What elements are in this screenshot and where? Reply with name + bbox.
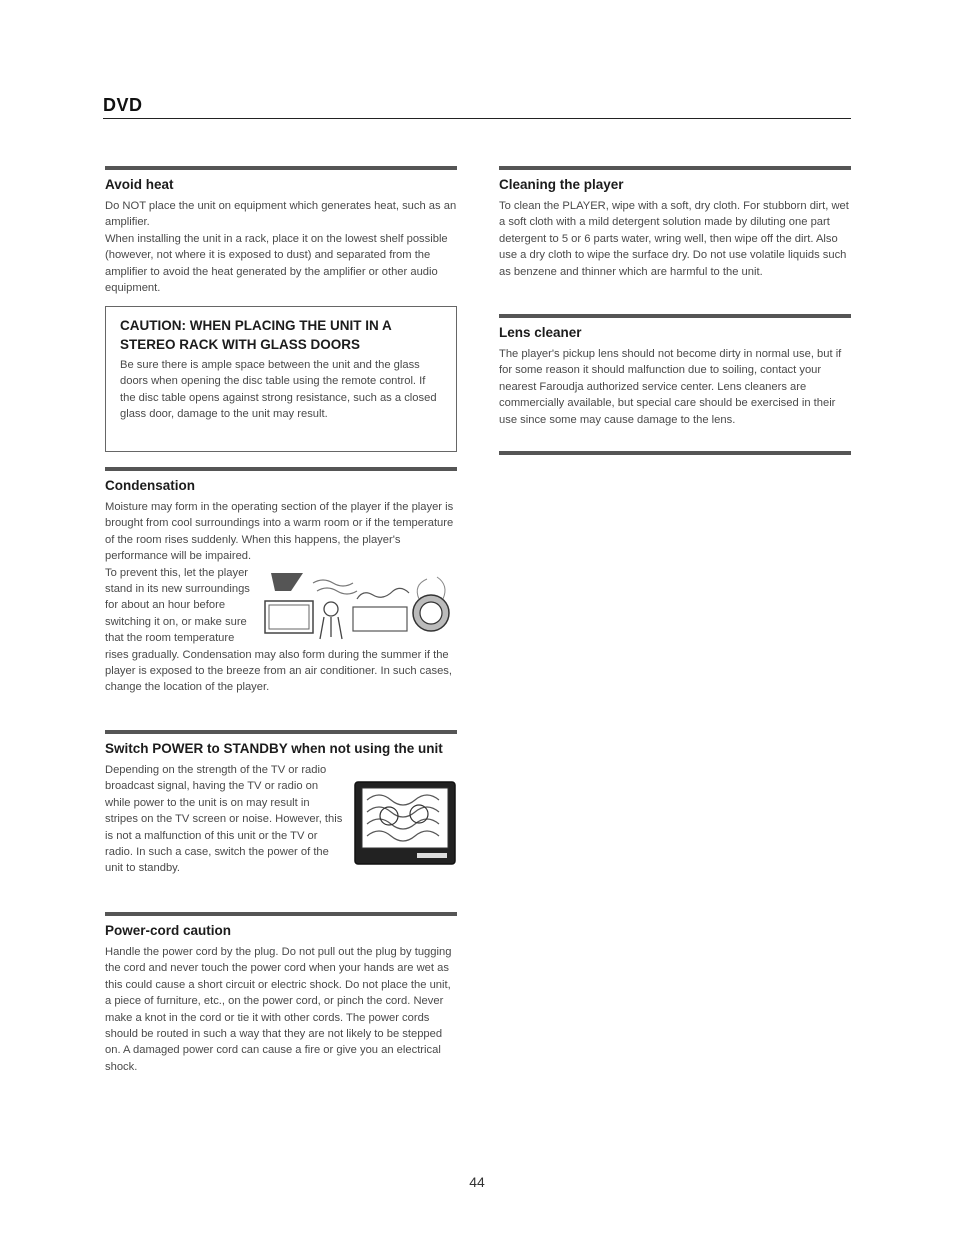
section-body: The player's pickup lens should not become dirty in normal use, but if for some reason it should malfunction due to soiling, contact your nearest Faroudja authorized service center. Lens cleaners are commercially available, but special care should be exercised in their use since some may cause damage to the lens. [499, 348, 842, 426]
section-divider [105, 912, 457, 916]
section-body: Handle the power cord by the plug. Do not pull out the plug by tugging the cord and never touch the power cord when your hands are wet as this could cause a short circuit or electric shock. Do not place the unit, a piece of furniture, etc., on the power cord, or pinch the cord. Never make a knot in the cord or tie it with other cords. The power cords should be routed in such a way that they are not likely to be stepped on. A damaged power cord can cause a fire or give you an electrical shock. [105, 946, 452, 1073]
section-title: Lens cleaner [499, 325, 582, 340]
header-rule [103, 118, 851, 119]
section-body: Moisture may form in the operating section of the player if the player is brought from cool surroundings into a warm room or if the temperature of the room rises suddenly. When this happens, the player's performance will be impaired. [105, 501, 454, 563]
section-title: Power-cord caution [105, 923, 232, 938]
caution-box [105, 306, 457, 452]
section-title: Avoid heat [105, 177, 174, 192]
section-body: When installing the unit in a rack, place it on the lowest shelf possible (however, not where it is exposed to dust) and separated from the amplifier to avoid the heat generated by the amplifier or other audio equipment. [105, 232, 448, 295]
section-standby [105, 730, 457, 877]
section-divider [105, 730, 457, 734]
page-number: 44 [469, 1174, 485, 1190]
page-header-title: DVD [103, 95, 143, 115]
section-divider [499, 314, 851, 318]
section-title: Switch POWER to STANDBY when not using the unit [105, 741, 443, 756]
section-divider [499, 166, 851, 170]
section-body: Depending on the strength of the TV or radio broadcast signal, having the TV or radio on while power to the unit is on may result in stripes on the TV screen or noise. However, this is not a malfunction of this unit or the TV or radio. In such a case, switch the power of the unit to standby. [105, 762, 457, 877]
right-column-end-rule [499, 451, 851, 455]
section-title: Condensation [105, 478, 195, 493]
caution-title: CAUTION: WHEN PLACING THE UNIT IN A STEREO RACK WITH GLASS DOORS [120, 318, 392, 352]
tv-noise-illustration [353, 780, 457, 866]
section-condensation [105, 467, 457, 696]
section-divider [105, 467, 457, 471]
air-conditioner-illustration [261, 569, 457, 641]
section-divider [105, 166, 457, 170]
section-body: To clean the PLAYER, wipe with a soft, dry cloth. For stubborn dirt, wet a soft cloth with a mild detergent solution made by diluting one part detergent to 5 or 6 parts water, wring well, then wipe off the dirt. Also use a dry cloth to wipe the surface dry. Do not use volatile liquids such as benzene and thinner which are harmful to the unit. [499, 200, 849, 278]
section-body: To prevent this, let the player stand in its new surroundings for about an hour before switching it on, or make sure that the room temperature rises gradually. Condensation may also form during the summer if the player is exposed to the breeze from an air conditioner. In such cases, change the location of the player. [105, 565, 457, 696]
section-power-cord [105, 912, 457, 1075]
section-lens-cleaner [499, 314, 851, 428]
section-cleaning [499, 166, 851, 280]
caution-body: Be sure there is ample space between the unit and the glass doors when opening the disc table using the remote control. If the disc table opens against strong resistance, such as a closed glass door, damage to the unit may result. [120, 359, 437, 421]
section-title: Cleaning the player [499, 177, 624, 192]
section-body: Do NOT place the unit on equipment which generates heat, such as an amplifier. [105, 200, 457, 229]
section-avoid-heat [105, 166, 457, 296]
